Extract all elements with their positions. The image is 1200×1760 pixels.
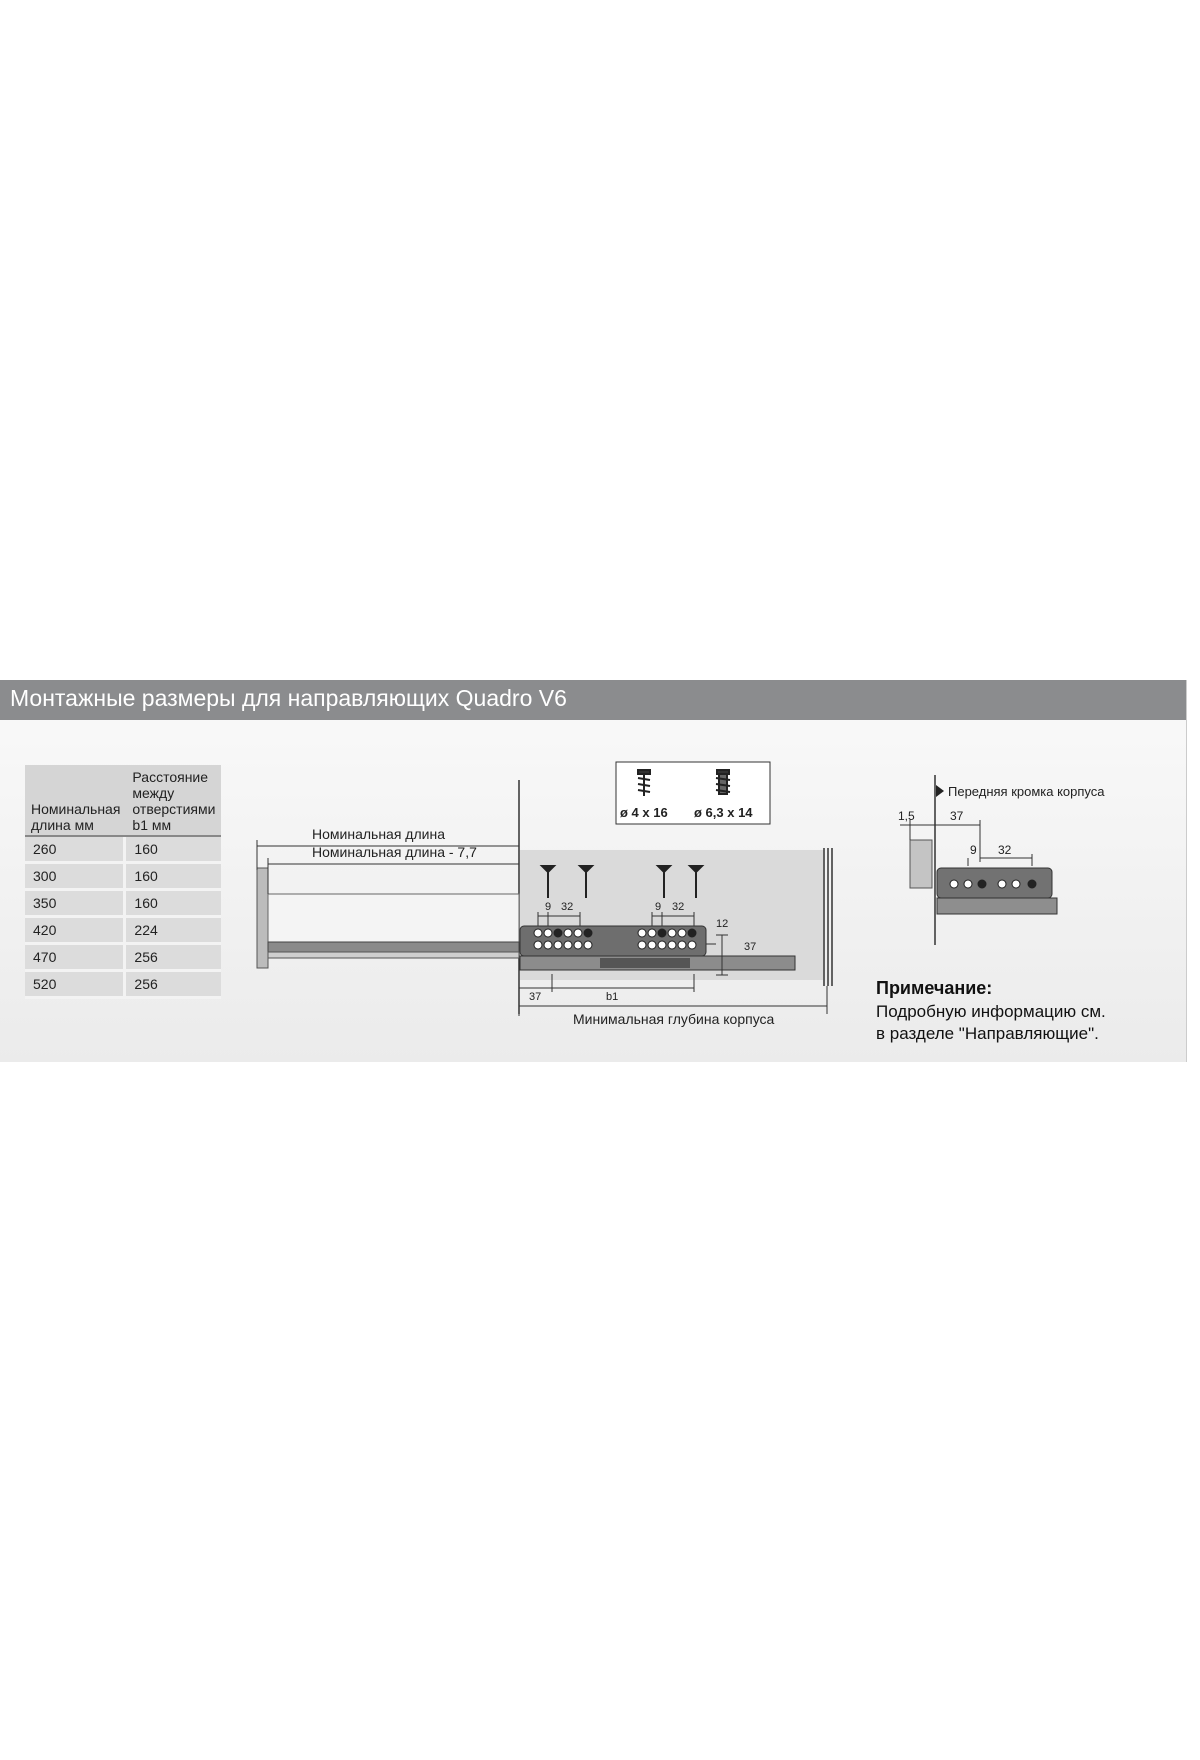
- header-line: b1 мм: [132, 817, 172, 833]
- header-line: Расстояние: [132, 769, 209, 785]
- header-line: отверстиями: [132, 801, 216, 817]
- table-cell: 256: [126, 972, 221, 999]
- table-cell: 260: [25, 837, 126, 864]
- nominal-length-label: Номинальная длина: [312, 826, 445, 842]
- side-cabinet-block: [910, 840, 932, 888]
- header-line: Номинальная: [31, 801, 121, 817]
- screw-a-label: ø 4 x 16: [620, 805, 668, 820]
- dim-9-rear: 9: [655, 901, 662, 913]
- runner-clip: [600, 958, 690, 968]
- dim-9-front: 9: [545, 901, 552, 913]
- min-depth-label: Минимальная глубина корпуса: [573, 1011, 775, 1027]
- header-line: длина мм: [31, 817, 94, 833]
- dim-37-bottom: 37: [529, 991, 542, 1003]
- bottom-dims: [519, 974, 827, 1016]
- note-line-1: Подробную информацию см.: [876, 1002, 1106, 1021]
- front-edge-label: Передняя кромка корпуса: [948, 784, 1105, 799]
- note-line-2: в разделе "Направляющие".: [876, 1024, 1099, 1043]
- table-cell: 520: [25, 972, 126, 999]
- mounting-panel: [0, 680, 1187, 1062]
- dim-32-rear: 32: [672, 901, 685, 913]
- dim-37-height: 37: [744, 941, 757, 953]
- nominal-length-minus-label: Номинальная длина - 7,7: [312, 844, 477, 860]
- table-cell: 350: [25, 891, 126, 918]
- cabinet-back-wall: [824, 848, 832, 986]
- side-dim-9: 9: [970, 843, 977, 857]
- note-title: Примечание:: [876, 978, 993, 998]
- screw-b-label: ø 6,3 x 14: [694, 805, 753, 820]
- drawer-runner: [268, 942, 519, 952]
- side-runner-lower: [937, 898, 1057, 914]
- table-cell: 420: [25, 918, 126, 945]
- table-cell: 470: [25, 945, 126, 972]
- table-cell: 160: [126, 837, 221, 864]
- page-title: Монтажные размеры для направляющих Quadro V6: [10, 685, 567, 711]
- side-dim-32: 32: [998, 843, 1012, 857]
- header-line: между: [132, 785, 175, 801]
- table-cell: 160: [126, 891, 221, 918]
- table-cell: 224: [126, 918, 221, 945]
- front-edge-arrow-icon: [936, 785, 944, 797]
- table-cell: 300: [25, 864, 126, 891]
- dim-12: 12: [716, 918, 729, 930]
- dim-32-front: 32: [561, 901, 574, 913]
- drawer-runner-lower: [268, 952, 519, 958]
- table-cell: 160: [126, 864, 221, 891]
- side-dim-37: 37: [950, 809, 964, 823]
- table-cell: 256: [126, 945, 221, 972]
- drawer-front: [257, 868, 268, 968]
- side-dim-15: 1,5: [898, 809, 915, 823]
- dim-b1: b1: [606, 991, 619, 1003]
